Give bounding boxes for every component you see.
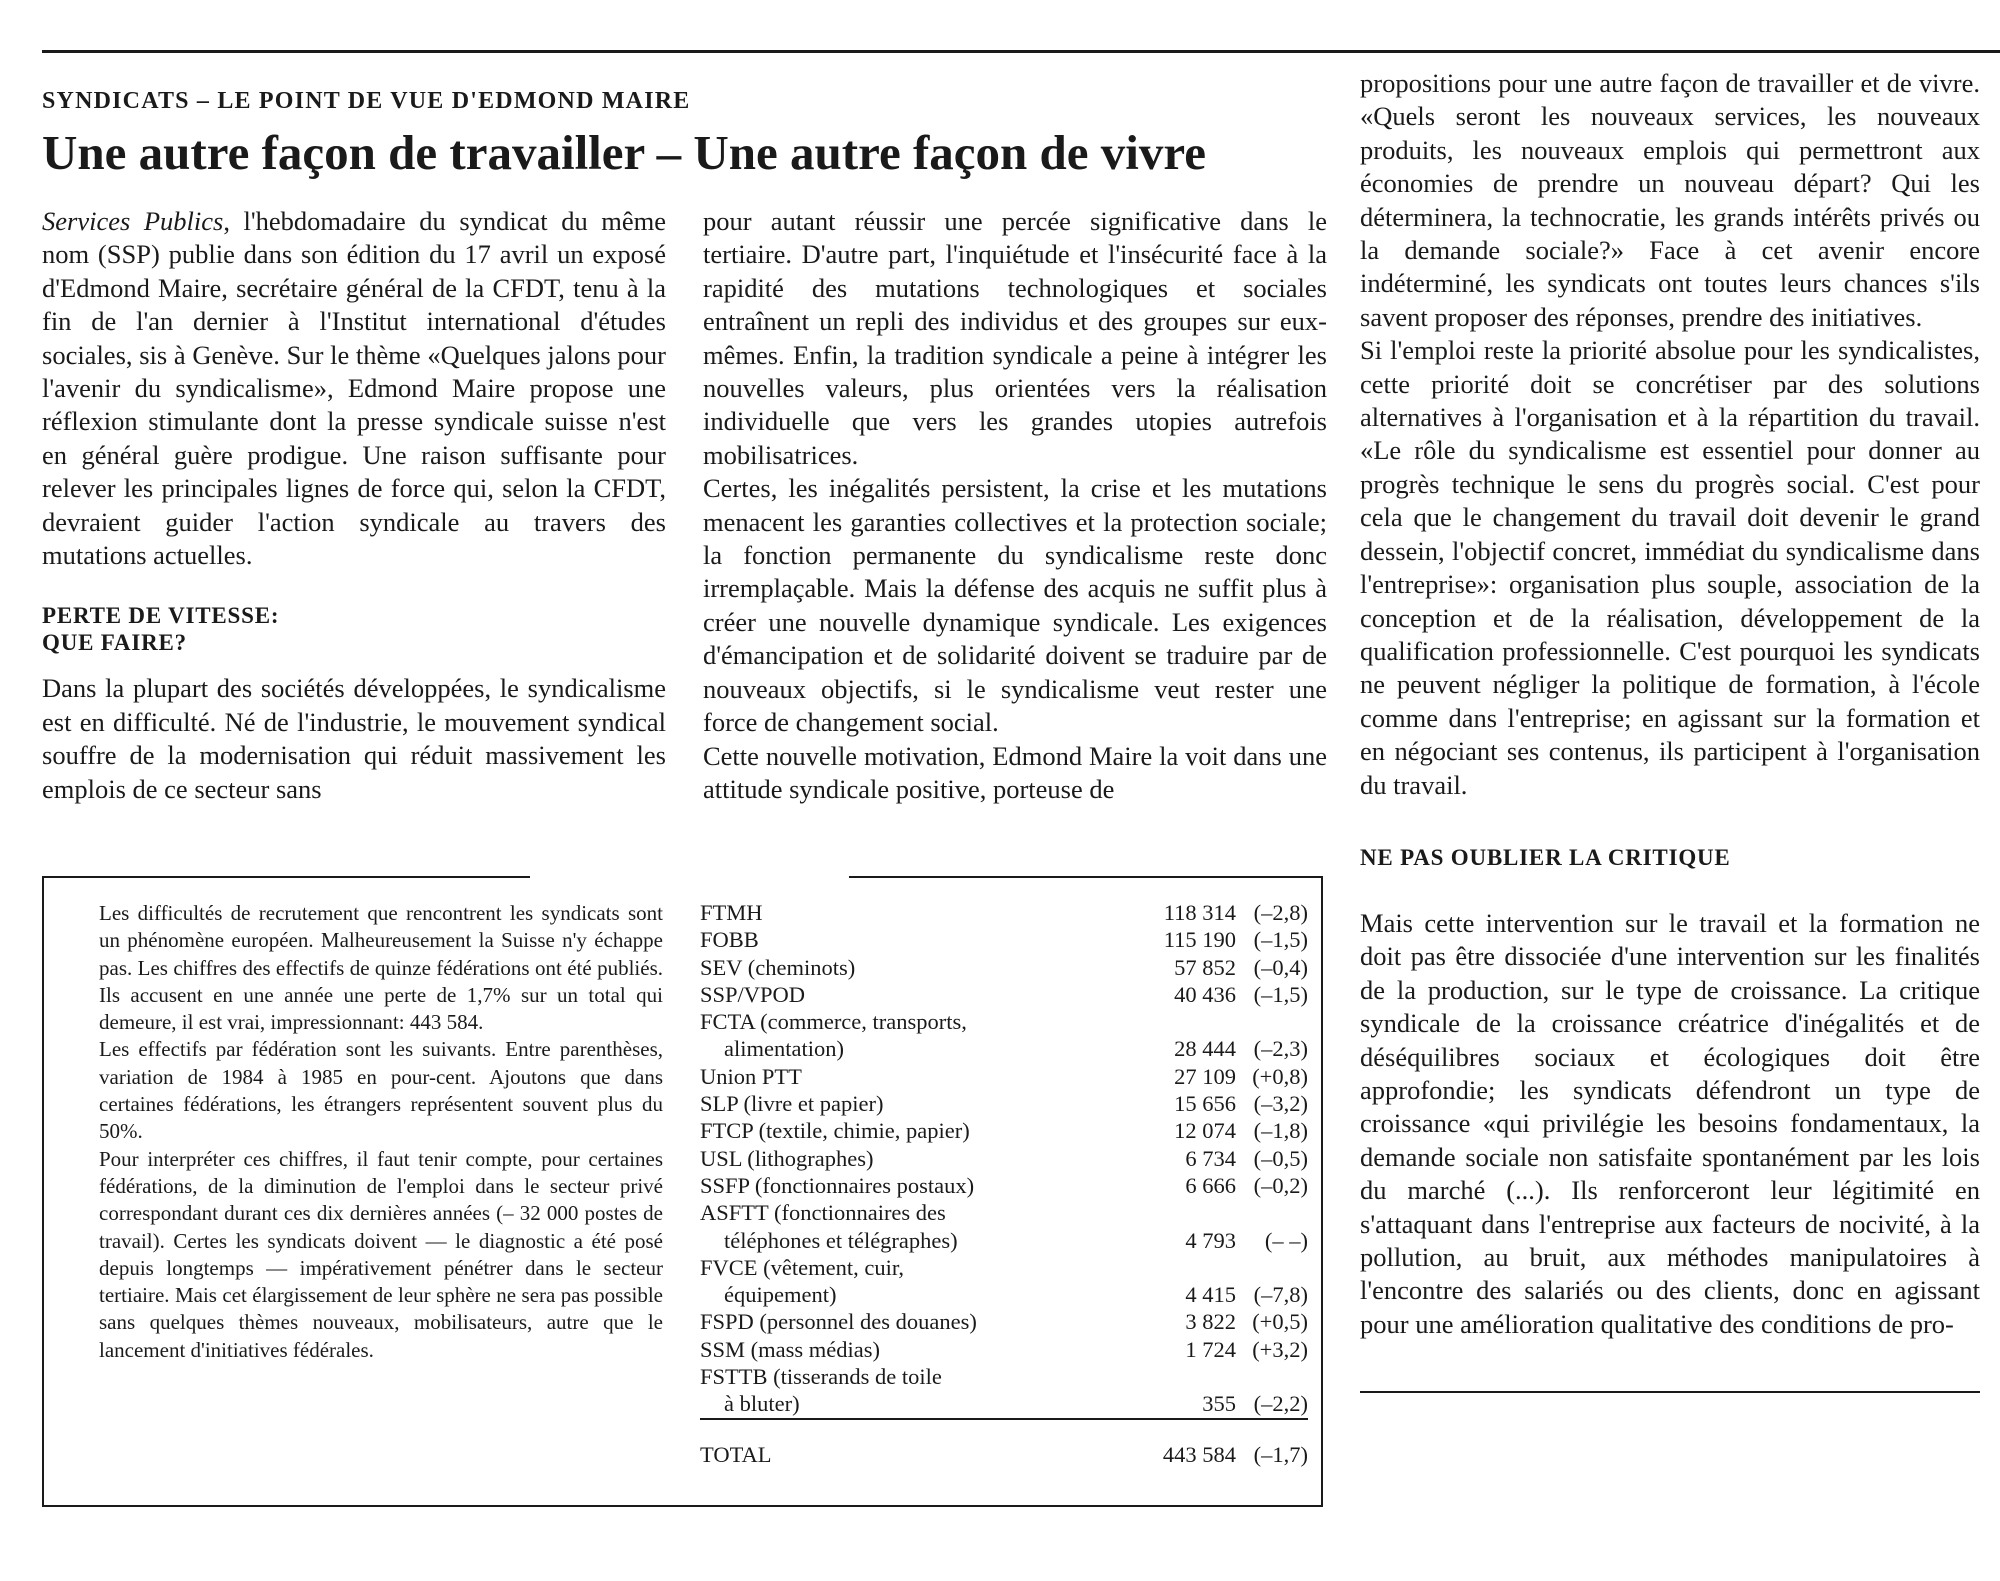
publication-name: Services Publics <box>42 206 224 236</box>
member-count: 15 656 <box>1174 1091 1236 1117</box>
table-row <box>700 954 1308 981</box>
variation-percent: (+0,8) <box>1252 1063 1308 1089</box>
federation-name <box>700 1199 1140 1254</box>
variation-percent: (– –) <box>1264 1227 1308 1253</box>
table-row <box>700 1363 1308 1419</box>
federation-name <box>700 981 1140 1008</box>
federation-name-continuation: téléphones et télégraphes) <box>724 1227 958 1253</box>
federation-name-continuation: à bluter) <box>724 1391 800 1417</box>
federation-name-line: FOBB <box>700 927 759 953</box>
federation-name-line: USL (lithographes) <box>700 1145 874 1171</box>
federation-name <box>700 1172 1140 1199</box>
federation-name <box>700 1254 1140 1309</box>
variation-percent: (–2,8) <box>1253 900 1308 925</box>
federation-name-line: FVCE (vêtement, cuir, <box>700 1254 905 1280</box>
federation-name-line: FSTTB (tisserands de toile <box>700 1364 942 1390</box>
article-kicker: SYNDICATS – LE POINT DE VUE D'EDMOND MAIRE <box>42 88 691 114</box>
member-count: 40 436 <box>1174 981 1236 1007</box>
box-top-rule-left <box>44 876 530 878</box>
federation-name-line: SSM (mass médias) <box>700 1336 880 1362</box>
table-row <box>700 1254 1308 1309</box>
member-count: 27 109 <box>1174 1063 1236 1089</box>
member-count: 4 793 <box>1185 1227 1236 1253</box>
federation-name <box>700 926 1140 953</box>
body-paragraph: Si l'emploi reste la priorité absolue pour les syndicalistes, cette priorité doit se concrétiser par des solutions alternatives à l'organisation et à la répartition du travail. «Le rôle du syndicalisme est essentiel pour donner au progrès technique le sens du progrès social. C'est pour cela que le changement du travail doit devenir le grand dessein, l'objectif concret, immédiat du syndicalisme dans l'entreprise»: organisation plus souple, association de la conception et de la réalisation, développement de la qualification professionnelle. C'est pourquoi les syndicats ne peuvent négliger la politique de formation, à l'école comme dans l'entreprise; en agissant sur la formation et en négociant ses contenus, ils participent à l'organisation du travail. <box>1360 335 1980 800</box>
federation-name-continuation: équipement) <box>724 1282 837 1308</box>
variation-percent: (–1,5) <box>1253 927 1308 953</box>
column-end-rule <box>1360 1391 1980 1393</box>
member-count: 3 822 <box>1185 1309 1236 1335</box>
member-count: 1 724 <box>1185 1336 1236 1362</box>
body-paragraph: Mais cette intervention sur le travail et la formation ne doit pas être dissociée d'une intervention sur les finalités de la production, sur le type de croissance. La critique syndicale de la croissance créatrice d'inégalités et de déséquilibres sociaux et écologiques doit être approfondie; les syndicats défendront un type de croissance «qui privilégie les besoins fondamentaux, la demande sociale non satisfaite spontanément par les lois du marché (...). Ils renforceront leur légitimité en s'attaquant dans l'entreprise aux facteurs de nocivité, à la pollution, au bruit, aux méthodes manipulatoires à l'encontre des salariés ou des clients, donc en agissant pour une amélioration qualitative des conditions de pro- <box>1360 907 1980 1339</box>
variation-percent: (–1,5) <box>1253 981 1308 1007</box>
federation-name-continuation: alimentation) <box>724 1036 844 1062</box>
federation-name-line: FCTA (commerce, transports, <box>700 1009 967 1035</box>
table-row <box>700 1063 1308 1090</box>
box-top-rule-right <box>849 876 1323 878</box>
variation-percent: (–0,5) <box>1253 1145 1308 1171</box>
federation-name <box>700 1063 1140 1090</box>
table-row <box>700 1308 1308 1335</box>
table-row <box>700 1172 1308 1199</box>
table-row <box>700 1336 1308 1363</box>
federation-name-line: FTMH <box>700 900 763 925</box>
member-count: 4 415 <box>1185 1282 1236 1308</box>
federation-name <box>700 1008 1140 1063</box>
article-title: Une autre façon de travailler – Une autre façon de vivre <box>42 125 1207 180</box>
federation-name <box>700 1308 1140 1335</box>
article-column-right <box>1360 67 1980 1393</box>
member-count: 6 734 <box>1185 1145 1236 1171</box>
federation-membership-table <box>700 899 1308 1468</box>
federation-name <box>700 954 1140 981</box>
variation-percent: (+0,5) <box>1252 1309 1308 1335</box>
variation-percent: (–0,2) <box>1253 1172 1308 1198</box>
intro-paragraph <box>42 205 666 572</box>
variation-percent: (–2,2) <box>1236 1363 1308 1419</box>
body-paragraph: Cette nouvelle motivation, Edmond Maire la voit dans une attitude syndicale positive, porteuse de <box>703 740 1327 804</box>
table-row <box>700 1117 1308 1144</box>
top-rule <box>42 50 2000 53</box>
sidebar-paragraph: Les effectifs par fédération sont les suivants. Entre parenthèses, variation de 1984 à 1985 en pour-cent. Ajoutons que dans certaines fédérations, les étrangers représentent souvent plus du 50%. <box>99 1037 663 1144</box>
federation-name <box>700 1336 1140 1363</box>
federation-name-line: ASFTT (fonctionnaires des <box>700 1200 946 1226</box>
variation-percent: (–1,8) <box>1253 1118 1308 1144</box>
total-count: 443 584 <box>1162 1441 1236 1467</box>
article-column-middle <box>703 205 1327 806</box>
section-heading-critique: NE PAS OUBLIER LA CRITIQUE <box>1360 844 1731 870</box>
total-variation: (–1,7) <box>1253 1441 1308 1467</box>
sidebar-text <box>99 900 663 1364</box>
member-count: 57 852 <box>1174 954 1236 980</box>
table-row <box>700 926 1308 953</box>
variation-percent: (–0,4) <box>1253 954 1308 980</box>
table-row <box>700 1145 1308 1172</box>
federation-name-line: SSFP (fonctionnaires postaux) <box>700 1172 975 1198</box>
body-paragraph: Certes, les inégalités persistent, la crise et les mutations menacent les garanties collectives et la protection sociale; la fonction permanente du syndicalisme reste donc irremplaçable. Mais la défense des acquis ne suffit plus à créer une nouvelle dynamique syndicale. Les exigences d'émancipation et de solidarité doivent se traduire par de nouveaux objectifs, si le syndicalisme veut rester une force de changement social. <box>703 473 1327 738</box>
variation-percent: (+3,2) <box>1252 1336 1308 1362</box>
member-count: 28 444 <box>1174 1036 1236 1062</box>
member-count: 6 666 <box>1185 1172 1236 1198</box>
member-count: 12 074 <box>1174 1118 1236 1144</box>
sidebar-box <box>42 876 1323 1507</box>
member-count: 118 314 <box>1163 900 1236 925</box>
table-row <box>700 899 1308 926</box>
federation-name-line: SSP/VPOD <box>700 981 806 1007</box>
federation-name-line: SLP (livre et papier) <box>700 1091 884 1117</box>
body-paragraph: propositions pour une autre façon de travailler et de vivre. «Quels seront les nouveaux services, les nouveaux produits, les nouveaux emplois qui permettront aux économies de prendre un nouveau départ? Qui les déterminera, la technocratie, les grands intérêts privés ou la demande sociale?» Face à cet avenir encore indéterminé, les syndicats ont toutes leurs chances s'ils savent proposer des réponses, prendre des initiatives. <box>1360 68 1980 332</box>
variation-percent: (–7,8) <box>1253 1282 1308 1308</box>
federation-rows <box>700 899 1308 1468</box>
federation-name-line: SEV (cheminots) <box>700 954 856 980</box>
section-heading-line-2: QUE FAIRE? <box>42 630 187 656</box>
sidebar-paragraph: Pour interpréter ces chiffres, il faut tenir compte, pour certaines fédérations, de la diminution de l'emploi dans le secteur privé correspondant durant ces dix dernières années (– 32 000 postes de travail). Certes les syndicats doivent — le diagnostic a été posé depuis longtemps — impérativement pénétrer dans le secteur tertiaire. Mais cet élargissement de leur sphère ne sera pas possible sans quelques thèmes nouveaux, mobilisateurs, autre que le lancement d'initiatives fédérales. <box>99 1146 663 1362</box>
variation-percent: (–2,3) <box>1253 1036 1308 1062</box>
variation-percent: (–3,2) <box>1253 1091 1308 1117</box>
total-label: TOTAL <box>700 1441 772 1467</box>
federation-name <box>700 1117 1140 1144</box>
table-row <box>700 1090 1308 1117</box>
table-row <box>700 1199 1308 1254</box>
federation-name-line: FSPD (personnel des douanes) <box>700 1309 977 1335</box>
federation-name-line: Union PTT <box>700 1063 802 1089</box>
body-paragraph: Dans la plupart des sociétés développées, le syndicalisme est en difficulté. Né de l'industrie, le mouvement syndical souffre de la modernisation qui réduit massivement les emplois de ce secteur sans <box>42 673 666 804</box>
member-count: 355 <box>1140 1363 1236 1419</box>
federation-name-line: FTCP (textile, chimie, papier) <box>700 1118 970 1144</box>
federation-name <box>700 1090 1140 1117</box>
table-spacer-cell <box>700 1419 1308 1441</box>
section-heading-perte-de-vitesse <box>42 602 666 656</box>
table-spacer <box>700 1419 1308 1441</box>
article-column-left <box>42 205 666 806</box>
federation-name <box>700 899 1140 926</box>
intro-body: , l'hebdomadaire du syndicat du même nom (SSP) publie dans son édition du 17 avril un exposé d'Edmond Maire, secrétaire général de la CFDT, tenu à la fin de l'an dernier à l'Institut international d'études sociales, sis à Genève. Sur le thème «Quelques jalons pour l'avenir du syndicalisme», Edmond Maire propose une réflexion stimulante dont la presse syndicale suisse n'est en général guère prodigue. Une raison suffisante pour relever les principales lignes de force qui, selon la CFDT, devraient guider l'action syndicale au travers des mutations actuelles. <box>42 206 666 571</box>
table-total-row <box>700 1441 1308 1468</box>
section-heading-line-1: PERTE DE VITESSE: <box>42 603 280 629</box>
federation-name <box>700 1145 1140 1172</box>
table-row <box>700 1008 1308 1063</box>
sidebar-paragraph: Les difficultés de recrutement que rencontrent les syndicats sont un phénomène européen. Malheureusement la Suisse n'y échappe pas. Les chiffres des effectifs de quinze fédérations ont été publiés. Ils accusent en une année une perte de 1,7% sur un total qui demeure, il est vrai, impressionnant: 443 584. <box>99 901 663 1035</box>
member-count: 115 190 <box>1163 927 1236 953</box>
federation-name <box>700 1363 1140 1419</box>
table-row <box>700 981 1308 1008</box>
body-paragraph: pour autant réussir une percée significative dans le tertiaire. D'autre part, l'inquiétude et l'insécurité face à la rapidité des mutations technologiques et sociales entraînent un repli des individus et des groupes sur eux-mêmes. Enfin, la tradition syndicale a peine à intégrer les nouvelles valeurs, plus orientées vers la réalisation individuelle que vers les grandes utopies autrefois mobilisatrices. <box>703 206 1327 470</box>
